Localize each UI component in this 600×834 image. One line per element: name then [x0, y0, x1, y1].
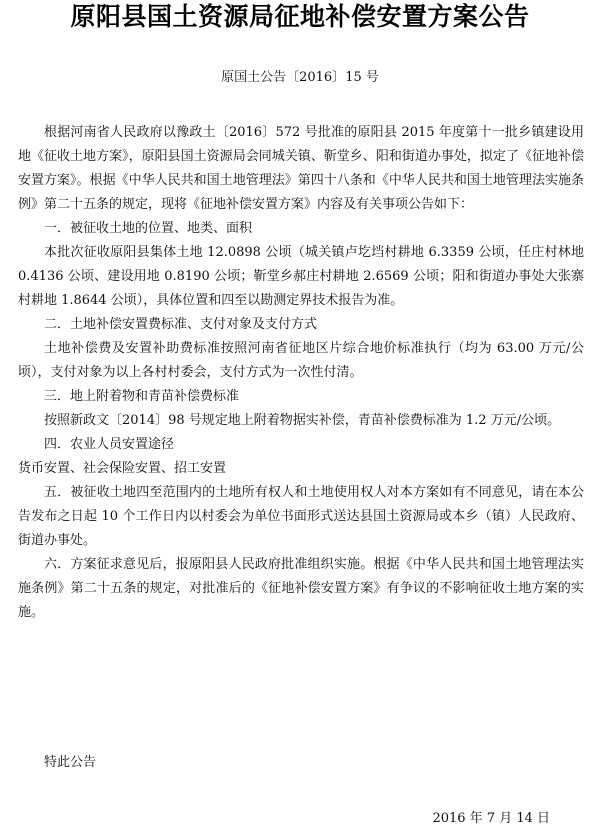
- section-body-2: 土地补偿费及安置补助费标准按照河南省征地区片综合地价标准执行（均为 63.00 万元/公顷），支付对象为以上各村村委会，支付方式为一次性付清。: [18, 341, 584, 380]
- closing-text: 特此公告: [44, 755, 97, 770]
- section-body-1: 本批次征收原阳县集体土地 12.0898 公顷（城关镇卢圪垱村耕地 6.3359 公顷，任庄村林地 0.4136 公顷、建设用地 0.8190 公顷；靳堂乡郝庄村耕地 2.6569 公顷；阳和街道办事处大张寨村耕地 1.8644 公顷），具体位置和四至以勘测定界技术报告为准。: [18, 245, 584, 308]
- document-number: 原国土公告〔2016〕15 号: [221, 70, 379, 85]
- announcement-body: [18, 121, 584, 625]
- section-heading-2: 二．土地补偿安置费标准、支付对象及支付方式: [44, 317, 318, 332]
- section-body-3: 按照新政文〔2014〕98 号规定地上附着物据实补偿，青苗补偿费标准为 1.2 万元/公顷。: [44, 413, 561, 428]
- page-title: 原阳县国土资源局征地补偿安置方案公告: [70, 2, 530, 31]
- section-5-paragraph: 五．被征收土地四至范围内的土地所有权人和土地使用权人对本方案如有不同意见，请在本公告发布之日起 10 个工作日内以村委会为单位书面形式送达县国土资源局或本乡（镇）人民政府、街道办事处。: [18, 485, 584, 548]
- section-6-paragraph: 六．方案征求意见后，报原阳县人民政府批准组织实施。根据《中华人民共和国土地管理法实施条例》第二十五条的规定，对批准后的《征地补偿安置方案》有争议的不影响征收土地方案的实施。: [18, 557, 584, 620]
- section-heading-4: 四．农业人员安置途径: [44, 437, 175, 452]
- intro-paragraph: 根据河南省人民政府以豫政土〔2016〕572 号批准的原阳县 2015 年度第十一批乡镇建设用地《征收土地方案》，原阳县国土资源局会同城关镇、靳堂乡、阳和街道办事处，拟定了《征地补偿安置方案》。根据《中华人民共和国土地管理法》第四十八条和《中华人民共和国土地管理法实施条例》第二十五条的规定，现将《征地补偿安置方案》内容及有关事项公告如下：: [18, 125, 584, 212]
- section-heading-1: 一．被征收土地的位置、地类、面积: [44, 221, 253, 236]
- section-heading-3: 三．地上附着物和青苗补偿费标准: [44, 389, 240, 404]
- document-date: 2016 年 7 月 14 日: [432, 811, 550, 826]
- section-body-4: 货币安置、社会保险安置、招工安置: [18, 461, 227, 476]
